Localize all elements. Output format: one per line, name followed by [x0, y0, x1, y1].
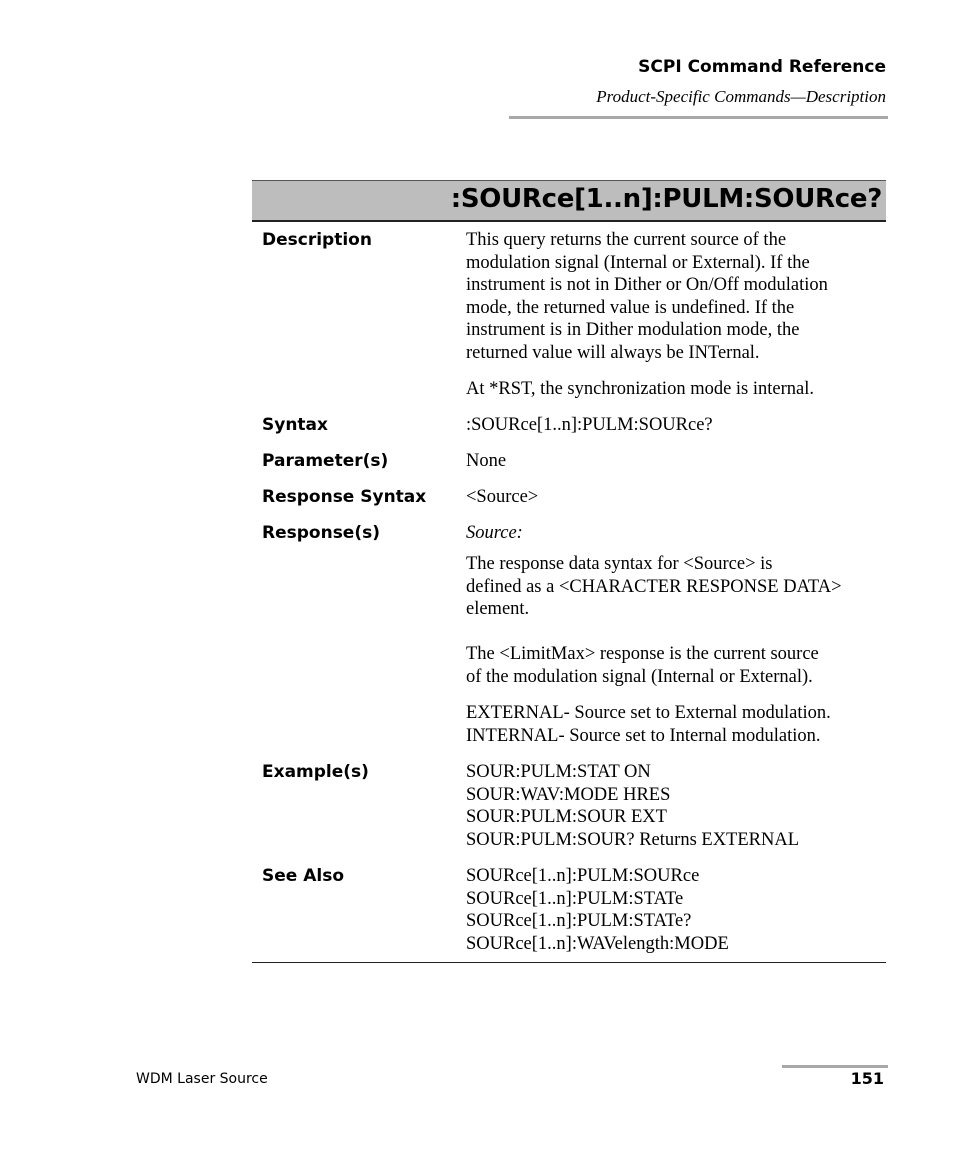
- rst-note: [466, 378, 882, 401]
- running-header-title: SCPI Command Reference: [638, 57, 886, 77]
- parameters-line: None: [466, 451, 507, 471]
- response-syntax-label: Response Syntax: [262, 487, 427, 507]
- example-line: SOUR:PULM:STAT ON: [466, 762, 651, 782]
- response-line: element.: [466, 599, 530, 620]
- response-line: EXTERNAL- Source set to External modulation.: [466, 703, 831, 723]
- response-line: The response data syntax for <Source> is: [466, 554, 773, 574]
- see-also-line: SOURce[1..n]:PULM:SOURce: [466, 866, 700, 886]
- parameters-value: [466, 450, 882, 473]
- see-also-line: SOURce[1..n]:PULM:STATe: [466, 888, 684, 909]
- command-title-bar: [252, 180, 886, 222]
- table-bottom-rule: [252, 962, 886, 963]
- syntax-line: :SOURce[1..n]:PULM:SOURce?: [466, 415, 713, 435]
- response-line: The <LimitMax> response is the current source: [466, 644, 819, 664]
- command-title: :SOURce[1..n]:PULM:SOURce?: [450, 184, 882, 214]
- footer-document-name: WDM Laser Source: [136, 1071, 268, 1087]
- footer-divider: [782, 1065, 888, 1068]
- see-also-line: SOURce[1..n]:PULM:STATe?: [466, 911, 692, 932]
- see-also-list: [466, 865, 882, 955]
- running-header-subtitle: Product-Specific Commands—Description: [596, 87, 886, 106]
- description-line: returned value will always be INTernal.: [466, 342, 760, 363]
- example-line: SOUR:PULM:SOUR EXT: [466, 807, 667, 828]
- example-line: SOUR:PULM:SOUR? Returns EXTERNAL: [466, 829, 800, 850]
- response-para-2: [466, 643, 882, 688]
- syntax-value: [466, 414, 882, 437]
- description-line: instrument is not in Dither or On/Off modulation: [466, 275, 828, 296]
- syntax-label: Syntax: [262, 415, 328, 435]
- examples-list: [466, 761, 882, 851]
- description-line: instrument is in Dither modulation mode, the: [466, 320, 800, 341]
- examples-label: Example(s): [262, 762, 369, 782]
- description-line: mode, the returned value is undefined. If the: [466, 297, 795, 318]
- header-divider: [509, 116, 888, 119]
- see-also-label: See Also: [262, 866, 345, 886]
- see-also-line: SOURce[1..n]:WAVelength:MODE: [466, 933, 729, 954]
- response-syntax-line: <Source>: [466, 487, 539, 507]
- rst-note-line: At *RST, the synchronization mode is internal.: [466, 379, 815, 399]
- response-para-3: [466, 702, 882, 747]
- response-para-1: [466, 553, 882, 621]
- response-line: of the modulation signal (Internal or External).: [466, 666, 813, 687]
- description-label: Description: [262, 230, 372, 250]
- response-syntax-value: [466, 486, 882, 509]
- page-number: 151: [850, 1069, 884, 1088]
- responses-label: Response(s): [262, 523, 380, 543]
- parameters-label: Parameter(s): [262, 451, 389, 471]
- description-line: This query returns the current source of the: [466, 230, 787, 250]
- response-line: defined as a <CHARACTER RESPONSE DATA>: [466, 576, 842, 597]
- description-text: [466, 229, 882, 365]
- response-line: INTERNAL- Source set to Internal modulation.: [466, 725, 821, 746]
- description-line: modulation signal (Internal or External). If the: [466, 252, 810, 273]
- example-line: SOUR:WAV:MODE HRES: [466, 784, 671, 805]
- response-name: [466, 522, 882, 545]
- response-name-line: Source:: [466, 523, 523, 543]
